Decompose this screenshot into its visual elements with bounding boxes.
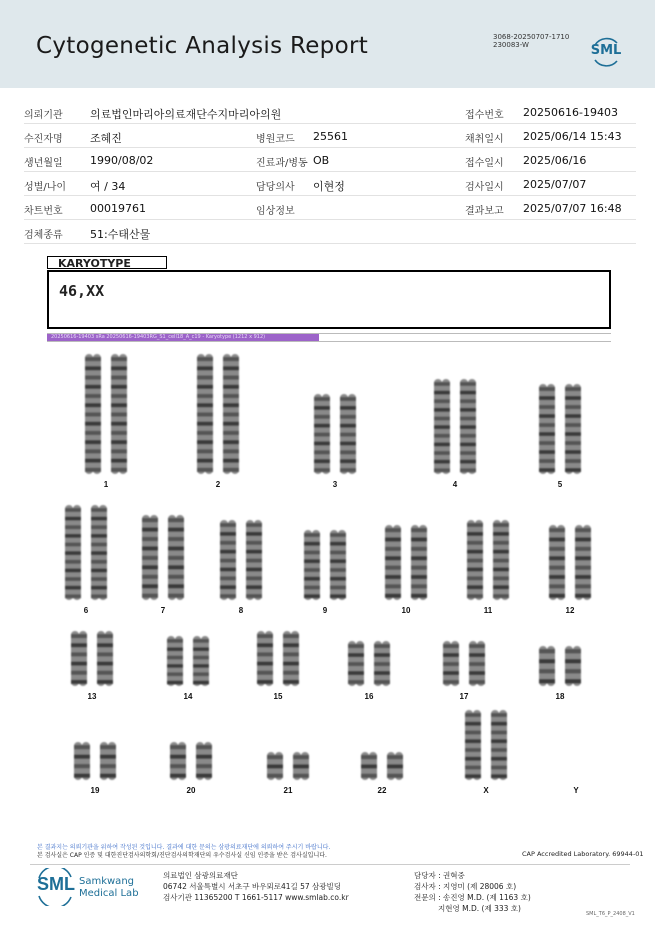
chromosome-label: 17 — [459, 692, 469, 701]
chromosome-label: Y — [573, 786, 579, 795]
chromosome-label: 14 — [183, 692, 193, 701]
footer-logo — [37, 868, 147, 906]
info-value: 2025/07/07 — [523, 178, 587, 191]
chromosome-pair — [539, 384, 581, 474]
footer-logo-name2: Medical Lab — [79, 888, 139, 899]
info-value: 의료법인마리아의료재단수지마리아의원 — [90, 108, 282, 121]
info-row — [24, 148, 636, 172]
chromosome-pair — [85, 354, 127, 474]
info-value: 20250616-19403 — [523, 106, 618, 119]
info-value: 00019761 — [90, 202, 146, 215]
chromosome-label: 10 — [401, 606, 411, 615]
chromosome-label: 2 — [215, 480, 221, 489]
karyotype-result: 46,XX — [59, 282, 105, 300]
info-value: 25561 — [313, 130, 348, 143]
lab-contact: 검사기관 11365200 T 1661-5117 www.smlab.co.kr — [163, 893, 349, 902]
chromosome-pair — [167, 636, 209, 686]
accreditation-notice: 본 검사실은 CAP 인증 및 대한진단검사의학회/진단검사의학재단의 우수검사실 신임 인증을 받은 검사실입니다. — [37, 852, 327, 859]
info-label: 진료과/병동 — [256, 158, 308, 169]
chromosome-label: 1 — [103, 480, 109, 489]
info-value: 2025/06/14 15:43 — [523, 130, 622, 143]
document-id — [493, 33, 569, 49]
info-value: 51:수태산물 — [90, 228, 151, 241]
chromosome-pair — [467, 520, 509, 600]
chromosome-label: 6 — [83, 606, 89, 615]
signatures — [414, 870, 531, 914]
chromosome-label: 9 — [322, 606, 328, 615]
image-file-bar — [47, 333, 611, 342]
chromosome-pair — [314, 394, 356, 474]
chromosome-pair — [257, 631, 299, 686]
chromosome-pair — [361, 752, 403, 780]
info-label: 의뢰기관 — [24, 110, 63, 121]
chromosome-label: 4 — [452, 480, 458, 489]
chromosome-label: 15 — [273, 692, 283, 701]
chromosome-label: 13 — [87, 692, 97, 701]
karyotype-result-box — [47, 270, 611, 329]
chromosome-pair — [71, 631, 113, 686]
sml-logo — [589, 35, 623, 69]
chromosome-label: 22 — [377, 786, 387, 795]
info-value: 이현정 — [313, 180, 345, 193]
info-row — [24, 124, 636, 148]
image-file-name: 20250616-19403 sRa 20250616-19403RG_S1_cell18_A_c19 - Karyotype (1212 x 912) — [47, 334, 319, 341]
info-row — [24, 220, 636, 244]
report-notice: 본 결과지는 의뢰기관을 위하여 작성된 것입니다. 결과에 대한 문의는 삼광의료재단에 의뢰하여 주시기 바랍니다. — [37, 844, 331, 851]
specialist-2: 지현영 M.D. (제 333 호) — [438, 904, 521, 913]
info-label: 접수일시 — [465, 158, 504, 169]
lab-address — [163, 870, 349, 903]
info-label: 담당의사 — [256, 182, 295, 193]
cap-accreditation: CAP Accredited Laboratory. 69944-01 — [522, 850, 644, 858]
chromosome-pair — [267, 752, 309, 780]
staff-in-charge: 담당자 : 권혁중 — [414, 871, 465, 880]
footer-logo-mark: SML — [37, 874, 75, 894]
info-label: 병원코드 — [256, 134, 295, 145]
tester: 검사자 : 지영미 (제 28006 호) — [414, 882, 517, 891]
footer-divider — [30, 864, 630, 865]
info-row — [24, 196, 636, 220]
info-value: 여 / 34 — [90, 180, 126, 193]
info-value: 조혜진 — [90, 132, 122, 145]
logo-text: SML — [590, 43, 622, 58]
chromosome-label: 8 — [238, 606, 244, 615]
info-value: 2025/07/07 16:48 — [523, 202, 622, 215]
info-value: OB — [313, 154, 330, 167]
chromosome-pair — [142, 515, 184, 600]
chromosome-label: 7 — [160, 606, 166, 615]
chromosome-pair — [465, 710, 507, 780]
chromosome-label: 12 — [565, 606, 575, 615]
chromosome-label: 5 — [557, 480, 563, 489]
chromosome-label: 19 — [90, 786, 100, 795]
document-id-line2: 230083-W — [493, 41, 529, 49]
info-label: 검체종류 — [24, 230, 63, 241]
chromosome-pair — [220, 520, 262, 600]
info-row — [24, 172, 636, 196]
info-row — [24, 100, 636, 124]
info-label: 접수번호 — [465, 110, 504, 121]
info-label: 임상정보 — [256, 206, 295, 217]
info-label: 검사일시 — [465, 182, 504, 193]
chromosome-label: 21 — [283, 786, 293, 795]
specialist-1: 전문의 : 송진영 M.D. (제 1163 호) — [414, 893, 531, 902]
footer-logo-name1: Samkwang — [79, 876, 134, 887]
chromosome-label: 20 — [186, 786, 196, 795]
chromosome-label: 18 — [555, 692, 565, 701]
info-label: 생년월일 — [24, 158, 63, 169]
chromosome-pair — [304, 530, 346, 600]
info-value: 1990/08/02 — [90, 154, 154, 167]
lab-name: 의료법인 삼광의료재단 — [163, 871, 238, 880]
info-label: 채취일시 — [465, 134, 504, 145]
chromosome-pair — [197, 354, 239, 474]
report-title: Cytogenetic Analysis Report — [36, 33, 369, 59]
lab-street: 06742 서울특별시 서초구 바우뫼로41길 57 삼광빌딩 — [163, 882, 342, 891]
chromosome-pair — [74, 742, 116, 780]
report-header — [0, 0, 655, 88]
karyotype-label: KARYOTYPE — [47, 256, 167, 269]
info-label: 수진자명 — [24, 134, 63, 145]
form-code: SML_T6_P_2408_V1 — [586, 911, 635, 917]
chromosome-pair — [549, 525, 591, 600]
chromosome-label: X — [483, 786, 489, 795]
info-label: 성별/나이 — [24, 182, 67, 193]
document-id-line1: 3068-20250707-1710 — [493, 33, 570, 41]
chromosome-pair — [170, 742, 212, 780]
info-label: 차트번호 — [24, 206, 63, 217]
chromosome-label: 16 — [364, 692, 374, 701]
chromosome-pair — [539, 646, 581, 686]
chromosome-pair — [434, 379, 476, 474]
chromosome-pair — [443, 641, 485, 686]
chromosome-label: 3 — [332, 480, 338, 489]
info-value: 2025/06/16 — [523, 154, 587, 167]
chromosome-pair — [385, 525, 427, 600]
chromosome-pair — [348, 641, 390, 686]
chromosome-label: 11 — [483, 606, 493, 615]
chromosome-pair — [65, 505, 107, 600]
info-label: 결과보고 — [465, 206, 504, 217]
